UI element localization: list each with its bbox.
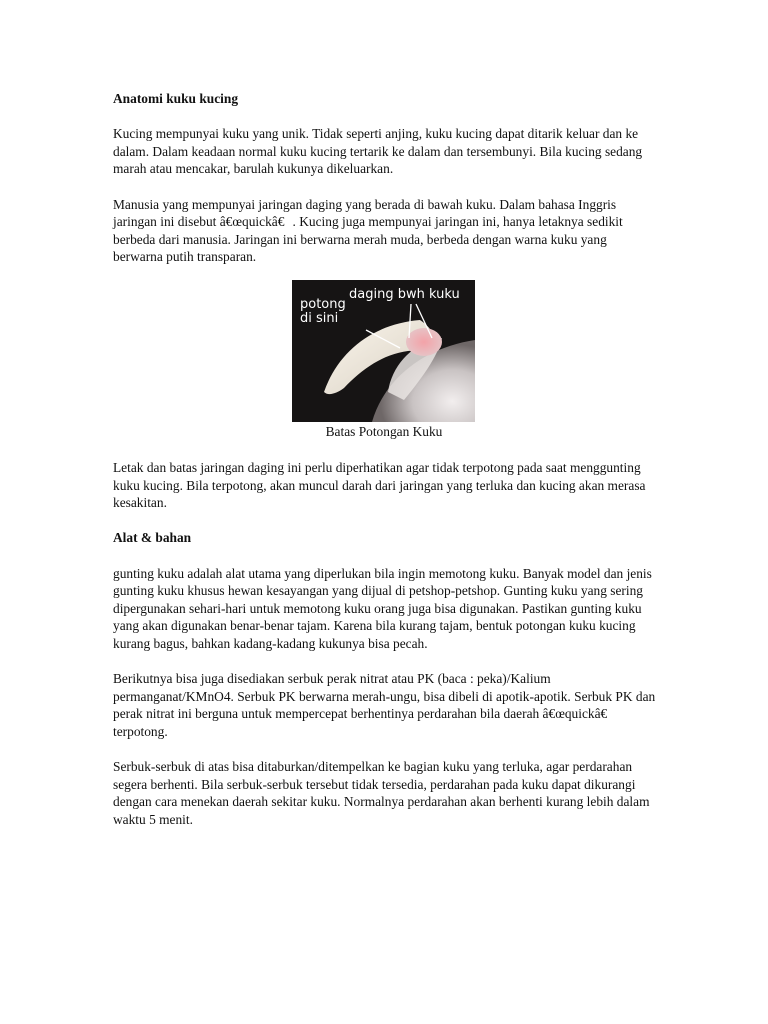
heading-alat-bahan: Alat & bahan [113,530,192,546]
claw-photo [292,280,475,422]
label-daging: daging bwh kuku [349,287,460,302]
paragraph-batas: Letak dan batas jaringan daging ini perlu diperhatikan agar tidak terpotong pada saat menggunting kuku kucing. Bila terpotong, akan muncul darah dari jaringan yang terluka dan kucing akan merasa kesakitan. [113,460,646,511]
paragraph-quick: Manusia yang mempunyai jaringan daging yang berada di bawah kuku. Dalam bahasa Inggris jaringan ini disebut â€œquickâ€. Kucing juga mempunyai jaringan ini, hanya letaknya sedikit berbeda dari manusia. Jaringan ini berwarna merah muda, berbeda dengan warna kuku yang berwarna putih transparan. [113,196,623,265]
label-potong-line2: di sini [300,311,339,326]
paragraph-gunting: gunting kuku adalah alat utama yang diperlukan bila ingin memotong kuku. Banyak model dan jenis gunting kuku khusus hewan kesayangan yang dijual di petshop-petshop. Gunting kuku yang sering dipergunakan sehari-hari untuk memotong kuku orang juga bisa digunakan. Pastikan gunting kuku yang akan digunakan benar-benar tajam. Karena bila kurang tajam, bentuk potongan kuku kucing kurang bagus, bahkan kadang-kadang kukunya bisa pecah. [113,565,652,651]
paragraph-intro: Kucing mempunyai kuku yang unik. Tidak seperti anjing, kuku kucing dapat ditarik keluar dan ke dalam. Dalam keadaan normal kuku kucing tertarik ke dalam dan tersembunyi. Bila kucing sedang marah atau mencakar, barulah kukunya dikeluarkan. [113,126,643,177]
figure-caption: Batas Potongan Kuku [325,424,443,439]
paragraph-perdarahan: Serbuk-serbuk di atas bisa ditaburkan/ditempelkan ke bagian kuku yang terluka, agar perdarahan segera berhenti. Bila serbuk-serbuk tersebut tidak tersedia, perdarahan pada kuku dapat dikurangi dengan cara menekan daerah sekitar kuku. Normalnya perdarahan akan berhenti kurang lebih dalam waktu 5 menit. [113,759,650,827]
document-body-continued [113,459,658,828]
paragraph-serbuk-pk: Berikutnya bisa juga disediakan serbuk perak nitrat atau PK (baca : peka)/Kalium permanganat/KMnO4. Serbuk PK berwarna merah-ungu, bisa dibeli di apotik-apotik. Serbuk PK dan perak nitrat ini berguna untuk mempercepat berhentinya perdarahan bila daerah â€œquickâ€ terpotong. [113,671,656,739]
quick-tissue [406,328,442,356]
claw-photo-image [292,280,475,422]
label-potong-line1: potong [300,297,346,312]
heading-anatomi: Anatomi kuku kucing [113,91,239,106]
document-body [113,90,658,266]
